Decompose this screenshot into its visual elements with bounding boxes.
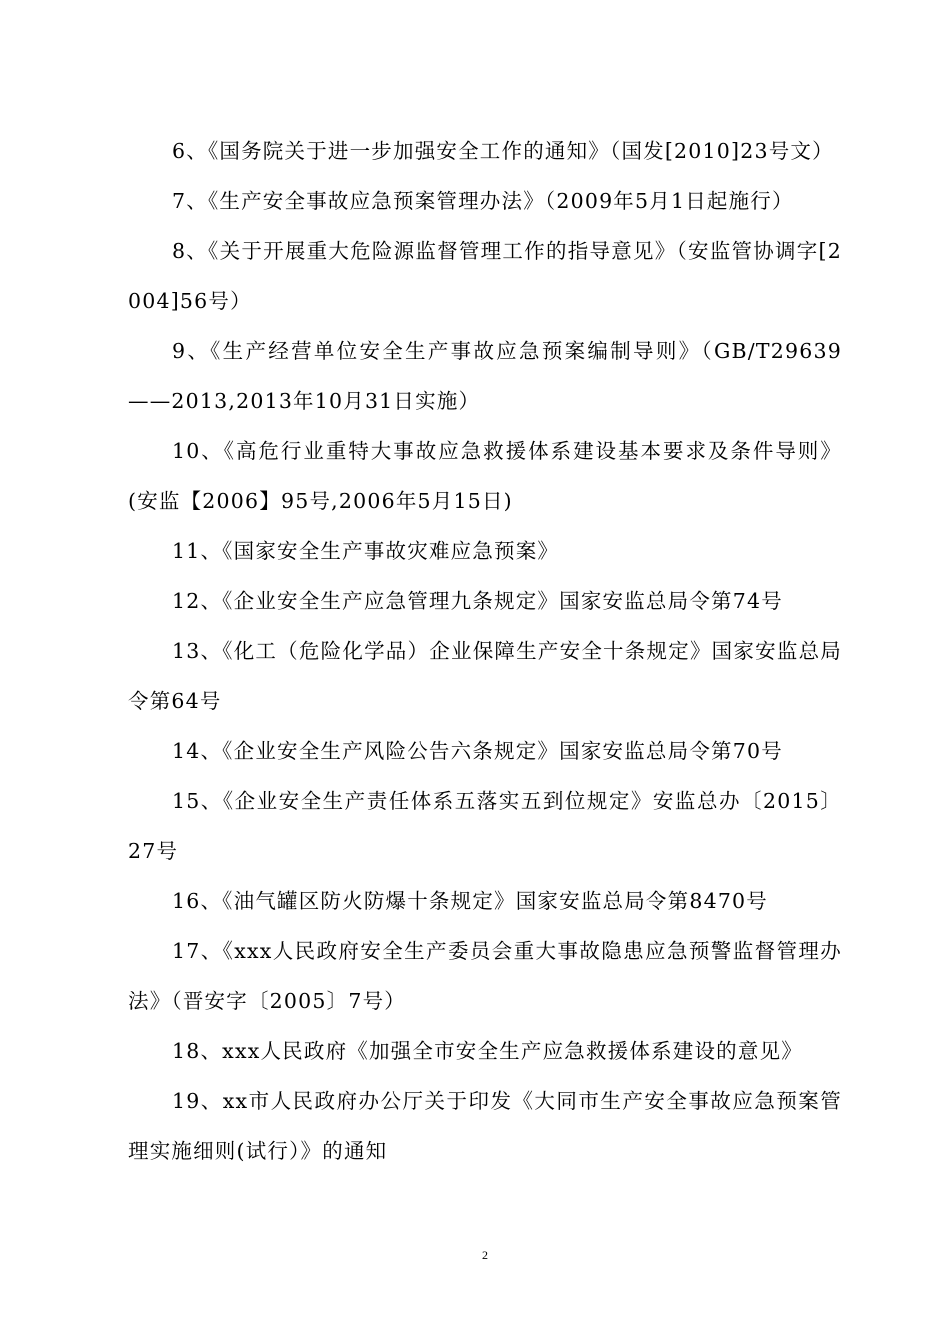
list-item: 14、《企业安全生产风险公告六条规定》国家安监总局令第70号 xyxy=(172,739,783,763)
list-item: 12、《企业安全生产应急管理九条规定》国家安监总局令第74号 xyxy=(172,589,783,613)
list-item: 6、《国务院关于进一步加强安全工作的通知》（国发[2010]23号文） xyxy=(172,139,834,163)
list-item: 9、《生产经营单位安全生产事故应急预案编制导则》（GB/T29639——2013,2013年10月31日实施） xyxy=(128,339,842,413)
list-item: 11、《国家安全生产事故灾难应急预案》 xyxy=(172,539,560,563)
list-item: 8、《关于开展重大危险源监督管理工作的指导意见》（安监管协调字[2004]56号） xyxy=(128,239,842,313)
page-number: 2 xyxy=(482,1248,488,1262)
list-item: 7、《生产安全事故应急预案管理办法》（2009年5月1日起施行） xyxy=(172,189,794,213)
list-item: 13、《化工（危险化学品）企业保障生产安全十条规定》国家安监总局令第64号 xyxy=(128,639,842,713)
list-item: 16、《油气罐区防火防爆十条规定》国家安监总局令第8470号 xyxy=(172,889,769,913)
list-item: 19、xx市人民政府办公厅关于印发《大同市生产安全事故应急预案管理实施细则(试行）》的通知 xyxy=(128,1089,842,1163)
list-item: 15、《企业安全生产责任体系五落实五到位规定》安监总办〔2015〕27号 xyxy=(128,789,842,863)
list-item: 17、《xxx人民政府安全生产委员会重大事故隐患应急预警监督管理办法》（晋安字〔2005〕7号） xyxy=(128,939,842,1013)
document-body xyxy=(128,126,842,1176)
list-item: 18、xxx人民政府《加强全市安全生产应急救援体系建设的意见》 xyxy=(172,1039,803,1063)
list-item: 10、《高危行业重特大事故应急救援体系建设基本要求及条件导则》(安监【2006】95号,2006年5月15日) xyxy=(128,439,842,513)
